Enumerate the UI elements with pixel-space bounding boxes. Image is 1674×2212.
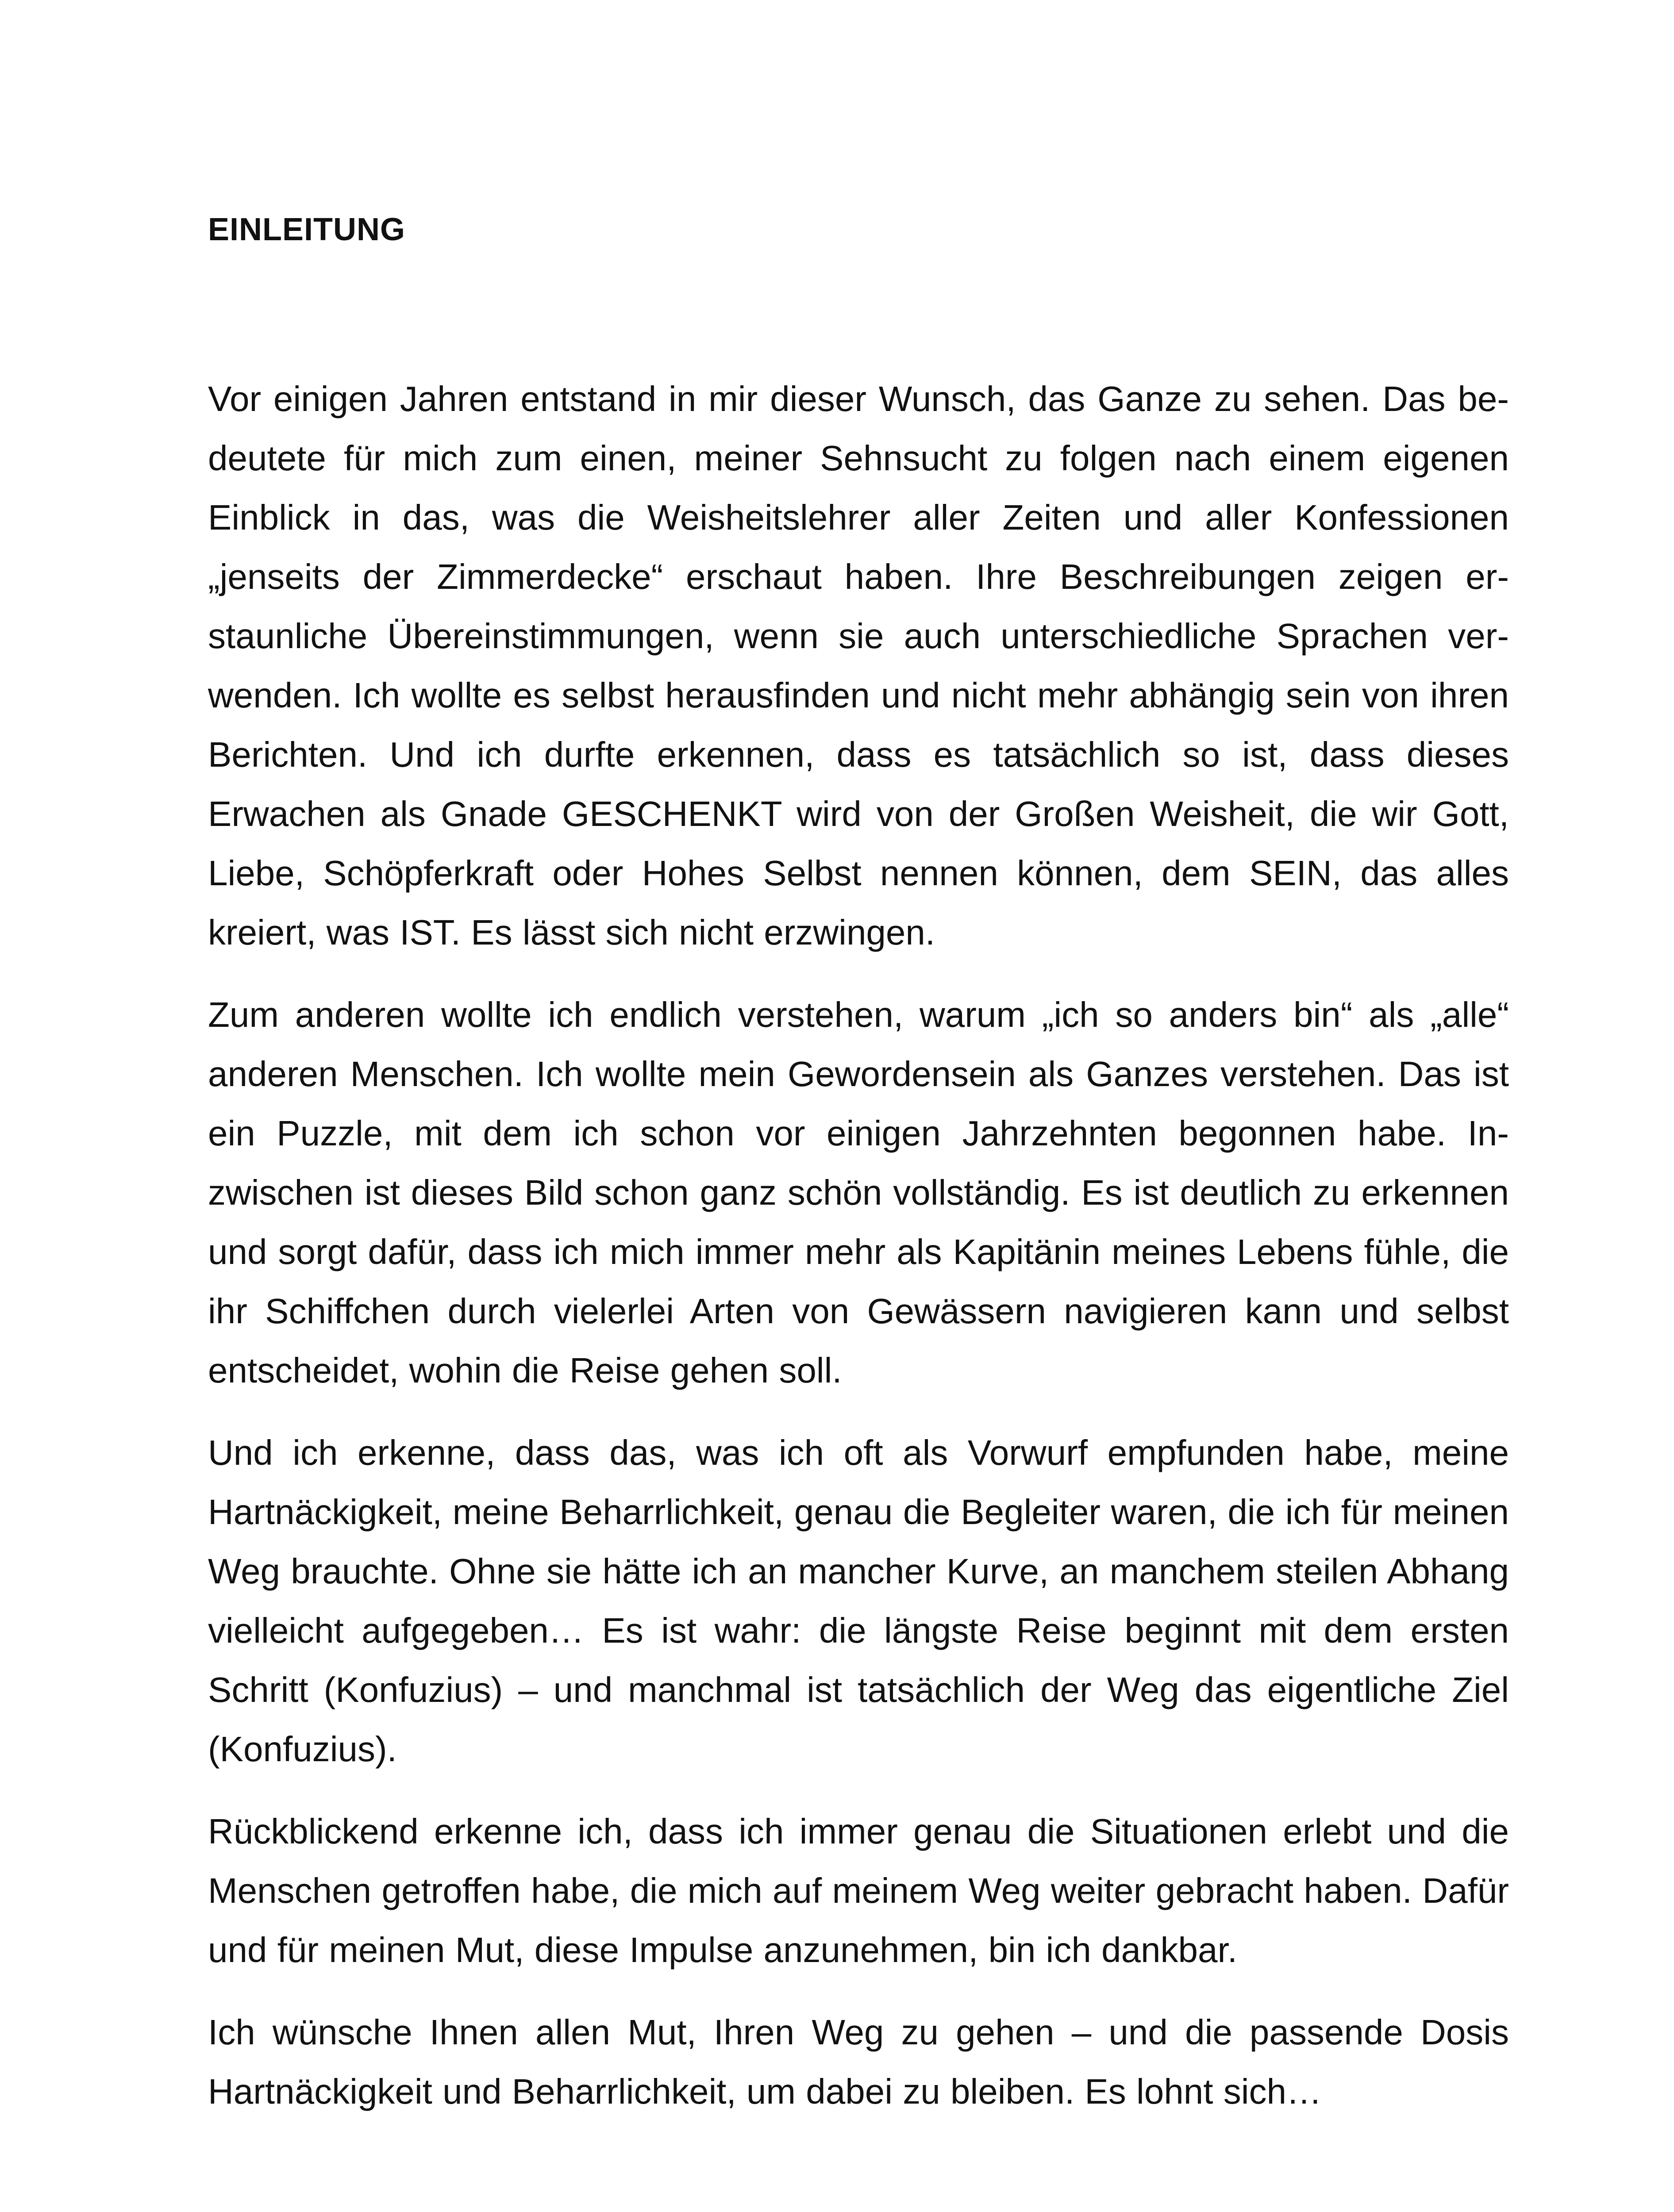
paragraph-4: Rückblickend erkenne ich, dass ich immer genau die Situationen erlebt und die Menschen getroffen habe, die mich auf meinem Weg weiter gebracht haben. Dafür und für meinen Mut, diese Impulse anzunehmen, bin ich dankbar.	[208, 1812, 1509, 1970]
chapter-body	[208, 369, 1509, 2144]
chapter-heading: EINLEITUNG	[208, 212, 406, 247]
paragraph-2: Zum anderen wollte ich endlich verstehen, warum „ich so anders bin“ als „alle“ anderen Menschen. Ich wollte mein Gewordensein als Ganzes verstehen. Das ist ein Puzzle, mit dem ich schon vor einigen Jahrzehnten begonnen habe. Inzwischen ist dieses Bild schon ganz schön vollständig. Es ist deutlich zu erkennen und sorgt dafür, dass ich mich immer mehr als Kapitänin meines Lebens fühle, die ihr Schiffchen durch vielerlei Arten von Gewässern navigieren kann und selbst entscheidet, wohin die Reise gehen soll.	[208, 995, 1509, 1390]
paragraph-5: Ich wünsche Ihnen allen Mut, Ihren Weg zu gehen – und die passende Dosis Hartnäckigkeit und Beharrlichkeit, um dabei zu bleiben. Es lohnt sich…	[208, 2012, 1509, 2111]
paragraph-1: Vor einigen Jahren entstand in mir dieser Wunsch, das Ganze zu sehen. Das bedeutete für mich zum einen, meiner Sehnsucht zu folgen nach einem eigenen Einblick in das, was die Weisheitslehrer aller Zeiten und aller Konfessionen „jenseits der Zimmerdecke“ erschaut haben. Ihre Beschreibungen zeigen erstaunliche Übereinstimmungen, wenn sie auch unterschiedliche Sprachen verwenden. Ich wollte es selbst herausfinden und nicht mehr abhängig sein von ihren Berichten. Und ich durfte erkennen, dass es tatsächlich so ist, dass dieses Erwachen als Gnade GESCHENKT wird von der Großen Weisheit, die wir Gott, Liebe, Schöpferkraft oder Hohes Selbst nennen können, dem SEIN, das alles kreiert, was IST. Es lässt sich nicht erzwingen.	[208, 379, 1509, 952]
paragraph-3: Und ich erkenne, dass das, was ich oft als Vorwurf empfunden habe, meine Hartnäckigkeit, meine Beharrlichkeit, genau die Begleiter waren, die ich für meinen Weg brauchte. Ohne sie hätte ich an mancher Kurve, an manchem steilen Abhang vielleicht aufgegeben… Es ist wahr: die längste Reise beginnt mit dem ersten Schritt (Konfuzius) – und manchmal ist tatsächlich der Weg das eigentliche Ziel (Konfuzius).	[208, 1433, 1509, 1769]
